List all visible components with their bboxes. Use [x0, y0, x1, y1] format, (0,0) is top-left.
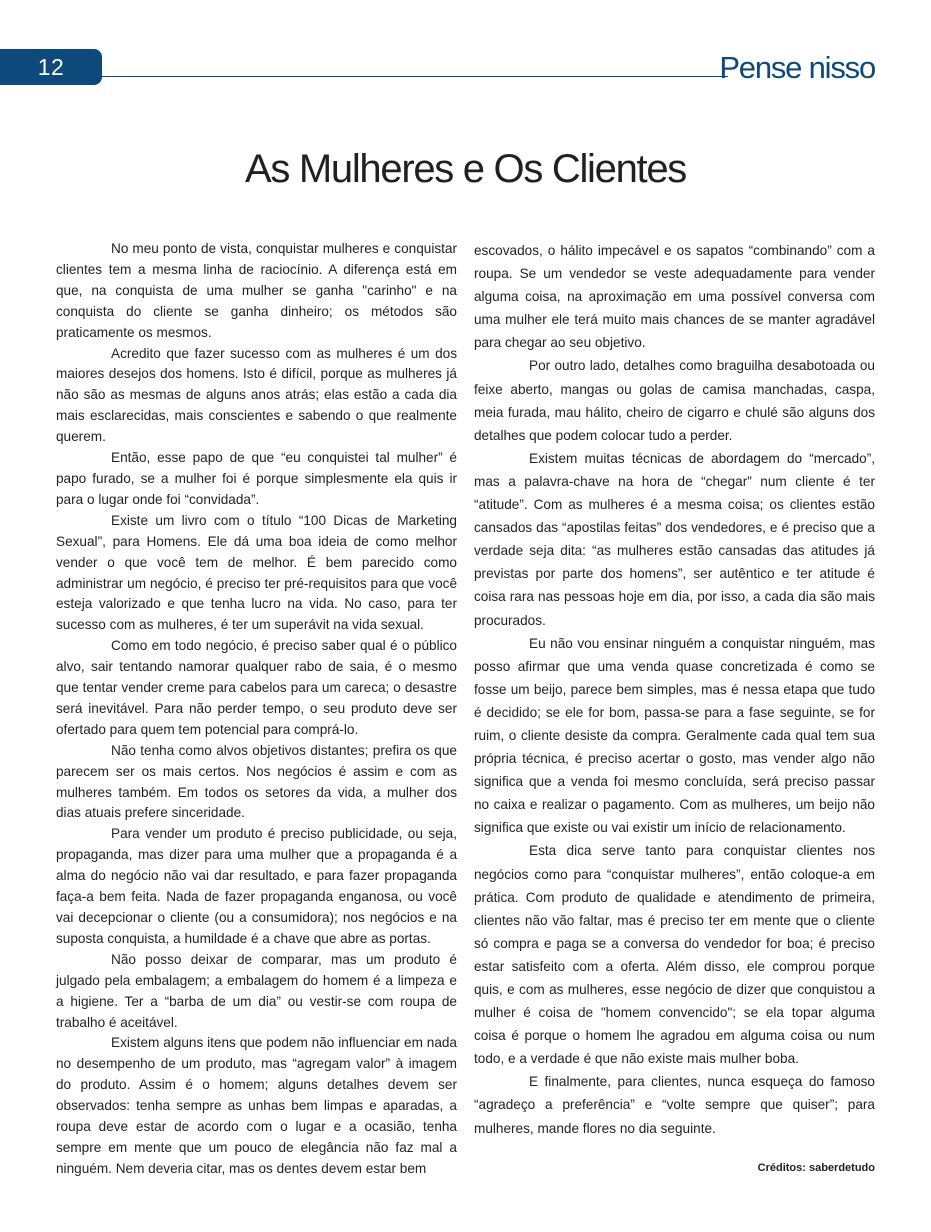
section-name: Pense nisso — [719, 50, 875, 85]
paragraph: Como em todo negócio, é preciso saber qual é o público alvo, sair tentando namorar qualquer rabo de saia, é o mesmo que tentar vender creme para cabelos para um careca; o desastre será inevitável. Para não perder tempo, o seu produto deve ser ofertado para quem tem potencial para comprá-lo. — [56, 638, 457, 737]
paragraph: Existem muitas técnicas de abordagem do “mercado”, mas a palavra-chave na hora de “chegar” num cliente é ter “atitude”. Com as mulheres é a mesma coisa; os clientes estão cansados das “apostilas feitas” dos vendedores, e é preciso que a verdade seja dita: “as mulheres estão cansadas das atitudes já previstas por parte dos homens”, ser autêntico e ter atitude é coisa rara nas pessoas hoje em dia, por isso, a cada dia são mais procurados. — [474, 450, 875, 628]
paragraph: No meu ponto de vista, conquistar mulheres e conquistar clientes tem a mesma linha de raciocínio. A diferença está em que, na conquista de uma mulher se ganha "carinho" e na conquista do cliente se ganha dinheiro; os métodos são praticamente os mesmos. — [56, 241, 457, 340]
article-title: As Mulheres e Os Clientes — [244, 147, 687, 191]
paragraph: Por outro lado, detalhes como braguilha desabotoada ou feixe aberto, mangas ou golas de camisa manchadas, caspa, meia furada, mau hálito, cheiro de cigarro e chulé são alguns dos detalhes que podem colocar tudo a perder. — [474, 358, 875, 443]
paragraph: Existem alguns itens que podem não influenciar em nada no desempenho de um produto, mas “agregam valor” à imagem do produto. Assim é o homem; alguns detalhes devem ser observados: tenha sempre as unhas bem limpas e aparadas, a roupa deve estar de acordo com o lugar e a ocasião, tenha sempre em mente que um pouco de elegância não faz mal a ninguém. Nem deveria citar, mas os dentes devem estar bem — [56, 1035, 457, 1176]
paragraph: Para vender um produto é preciso publicidade, ou seja, propaganda, mas dizer para uma mulher que a propaganda é a alma do negócio não vai dar resultado, e para fazer propaganda faça-a bem feita. Nada de fazer propaganda enganosa, ou você vai decepcionar o cliente (ou a consumidora); nos negócios e na suposta conquista, a humildade é a chave que abre as portas. — [56, 826, 457, 946]
paragraph: Esta dica serve tanto para conquistar clientes nos negócios como para “conquistar mulheres”, então coloque-a em prática. Com produto de qualidade e atendimento de primeira, clientes não vão faltar, mas é preciso ter em mente que o cliente só compra e paga se a conversa do vendedor for boa; é preciso estar satisfeito com a oferta. Além disso, ele comprou porque quis, e com as mulheres, esse negócio de dizer que conquistou a mulher é coisa de "homem convencido"; se ela topar alguma coisa é porque o homem lhe agradou em alguma coisa ou num todo, e a verdade é que não existe mais mulher boba. — [474, 843, 875, 1067]
header-rule — [102, 76, 728, 77]
paragraph: E finalmente, para clientes, nunca esqueça do famoso “agradeço a preferência” e “volte sempre que quiser”; para mulheres, mande flores no dia seguinte. — [474, 1074, 875, 1136]
paragraph: Então, esse papo de que “eu conquistei tal mulher” é papo furado, se a mulher foi é porque simplesmente ela quis ir para o lugar onde foi “convidada”. — [56, 450, 457, 507]
paragraph: Não tenha como alvos objetivos distantes; prefira os que parecem ser os mais certos. Nos negócios é assim e com as mulheres também. Em todos os setores da vida, a mulher dos dias atuais prefere sinceridade. — [56, 742, 457, 821]
page-number: 12 — [37, 54, 65, 80]
paragraph: Eu não vou ensinar ninguém a conquistar ninguém, mas posso afirmar que uma venda quase concretizada é como se fosse um beijo, parece bem simples, mas é nessa etapa que tudo é decidido; se ele for bom, passa-se para a fase seguinte, se for ruim, o cliente desiste da compra. Geralmente cada qual tem sua própria técnica, é preciso acertar o gosto, mas vender algo não significa que a venda foi mesmo concluída, será preciso passar no caixa e realizar o pagamento. Com as mulheres, um beijo não significa que existe ou vai existir um início de relacionamento. — [474, 635, 875, 836]
paragraph: Acredito que fazer sucesso com as mulheres é um dos maiores desejos dos homens. Isto é difícil, porque as mulheres já não são as mesmas de alguns anos atrás; elas estão a cada dia mais esclarecidas, mais conscientes e sabendo o que realmente querem. — [56, 345, 457, 445]
left-column — [56, 239, 457, 1180]
credits: Créditos: saberdetudo — [757, 1162, 875, 1174]
paragraph: Não posso deixar de comparar, mas um produto é julgado pela embalagem; a embalagem do homem é a limpeza e a higiene. Ter a “barba de um dia” ou vestir-se com roupa de trabalho é aceitável. — [56, 951, 457, 1030]
paragraph: Existe um livro com o título “100 Dicas de Marketing Sexual”, para Homens. Ele dá uma boa ideia de como melhor vender o que você tem de melhor. É bem parecido como administrar um negócio, é preciso ter pré-requisitos para que você esteja valorizado e que tenha lucro na vida. No caso, para ter sucesso com as mulheres, é ter um superávit na vida sexual. — [56, 512, 457, 633]
right-column — [474, 239, 875, 1140]
paragraph-continuation: escovados, o hálito impecável e os sapatos “combinando” com a roupa. Se um vendedor se veste adequadamente para vender alguma coisa, na aproximação em uma possível conversa com uma mulher ele terá muito mais chances de se manter agradável para chegar ao seu objetivo. — [474, 243, 875, 351]
